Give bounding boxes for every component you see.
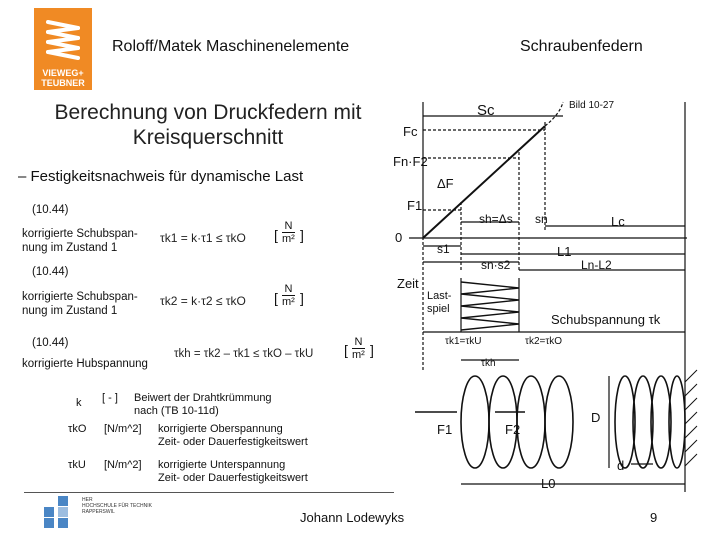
legend-tko-symbol: τkO xyxy=(68,423,87,435)
slide-title-line2: Kreisquerschnitt xyxy=(132,126,284,149)
label-tk1-tku: τk1=τkU xyxy=(445,336,482,347)
formula2-unit-den: m² xyxy=(282,296,295,308)
formula1-unit-close: ] xyxy=(300,227,304,243)
page-number: 9 xyxy=(650,510,658,525)
formula2-unit-close: ] xyxy=(300,290,304,306)
formula3-unit-den: m² xyxy=(352,349,365,361)
label-f2-load: F2 xyxy=(505,422,521,437)
slide-title-line1: Berechnung von Druckfedern mit xyxy=(54,101,362,124)
formula1-unit-fraction xyxy=(282,220,295,245)
formula3-unit-fraction xyxy=(352,336,365,361)
book-title: Roloff/Matek Maschinenelemente xyxy=(112,38,350,55)
university-name xyxy=(82,497,152,515)
legend-tku-desc2: Zeit- oder Dauerfestigkeitswert xyxy=(158,472,308,484)
label-fn-f2: Fn·F2 xyxy=(393,154,428,169)
label-last: Last- xyxy=(427,290,452,302)
label-sh-ds: sh=Δs xyxy=(479,212,513,226)
legend-k-symbol: k xyxy=(76,397,82,409)
legend-k-desc1: Beiwert der Drahtkrümmung xyxy=(134,392,272,404)
label-s1: s1 xyxy=(437,242,450,256)
formula2-unit-fraction xyxy=(282,283,295,308)
label-sc: Sc xyxy=(477,102,495,119)
label-sn: sn xyxy=(535,212,548,226)
bullet-heading: – Festigkeitsnachweis für dynamische Last xyxy=(18,168,304,185)
chapter-title: Schraubenfedern xyxy=(520,38,643,55)
label-tk2-tko: τk2=τkO xyxy=(525,336,563,347)
logo-line2: TEUBNER xyxy=(41,78,85,88)
label-zero: 0 xyxy=(395,230,403,245)
label-fc: Fc xyxy=(403,124,418,139)
label-f1-load: F1 xyxy=(437,422,453,437)
university-name-line1: HER xyxy=(82,497,93,503)
spring-coils xyxy=(461,376,685,468)
legend-tko-desc2: Zeit- oder Dauerfestigkeitswert xyxy=(158,436,308,448)
formula3-label: korrigierte Hubspannung xyxy=(22,358,148,370)
formula1-label-line1: korrigierte Schubspan- xyxy=(22,228,138,240)
formula2-unit-open: [ xyxy=(274,290,278,306)
formula3-unit-num: N xyxy=(352,336,365,349)
legend-tku-desc1: korrigierte Unterspannung xyxy=(158,459,286,471)
formula2-label-line2: nung im Zustand 1 xyxy=(22,305,118,317)
spring-diagram xyxy=(385,92,720,492)
author-name: Johann Lodewyks xyxy=(300,510,405,525)
university-name-line2: HOCHSCHULE FÜR TECHNIK xyxy=(82,503,152,509)
legend-tku-unit: [N/m^2] xyxy=(104,459,142,471)
label-ln-l2: Ln-L2 xyxy=(581,258,612,272)
formula1-unit-open: [ xyxy=(274,227,278,243)
university-logo-icon xyxy=(44,496,80,528)
formula3-ref: (10.44) xyxy=(32,337,69,349)
footer-divider xyxy=(24,492,394,493)
publisher-logo xyxy=(34,8,92,90)
label-l1: L1 xyxy=(557,244,572,259)
label-l0: L0 xyxy=(541,476,556,491)
diagram-caption: Bild 10-27 xyxy=(569,100,615,111)
university-name-line3: RAPPERSWIL xyxy=(82,509,115,515)
legend-k-unit: [ - ] xyxy=(102,392,118,404)
formula1-unit-num: N xyxy=(282,220,295,233)
label-d-outer: D xyxy=(591,410,601,425)
legend-tku-symbol: τkU xyxy=(68,459,86,471)
load-cycle-wave xyxy=(461,282,519,330)
label-d-wire: d xyxy=(617,458,625,473)
formula2-equation: τk2 = k·τ2 ≤ τkO xyxy=(160,294,246,308)
label-delta-f: ΔF xyxy=(437,176,454,191)
formula1-equation: τk1 = k·τ1 ≤ τkO xyxy=(160,231,246,245)
label-zeit: Zeit xyxy=(397,276,419,291)
formula1-label-line2: nung im Zustand 1 xyxy=(22,242,118,254)
formula2-unit-num: N xyxy=(282,283,295,296)
logo-line1: VIEWEG+ xyxy=(42,68,84,78)
formula3-unit-open: [ xyxy=(344,342,348,358)
formula1-ref: (10.44) xyxy=(32,204,69,216)
spring-logo-icon xyxy=(34,8,92,66)
formula3-equation: τkh = τk2 – τk1 ≤ τkO – τkU xyxy=(174,348,314,360)
label-f1: F1 xyxy=(407,198,423,213)
slide-title xyxy=(22,100,394,150)
formula1-unit-den: m² xyxy=(282,233,295,245)
formula2-label-line1: korrigierte Schubspan- xyxy=(22,291,138,303)
label-lc: Lc xyxy=(611,214,625,229)
label-sn-s2: sn·s2 xyxy=(481,258,511,272)
legend-k-desc2: nach (TB 10-11d) xyxy=(134,405,219,417)
formula3-unit-close: ] xyxy=(370,342,374,358)
wall-hatching xyxy=(685,370,697,466)
characteristic-curve-end xyxy=(545,102,563,126)
label-spiel: spiel xyxy=(427,303,450,315)
formula2-ref: (10.44) xyxy=(32,266,69,278)
legend-tko-desc1: korrigierte Oberspannung xyxy=(158,423,283,435)
legend-tko-unit: [N/m^2] xyxy=(104,423,142,435)
label-schubspannung: Schubspannung τk xyxy=(551,312,661,327)
label-tkh: τkh xyxy=(481,358,496,369)
